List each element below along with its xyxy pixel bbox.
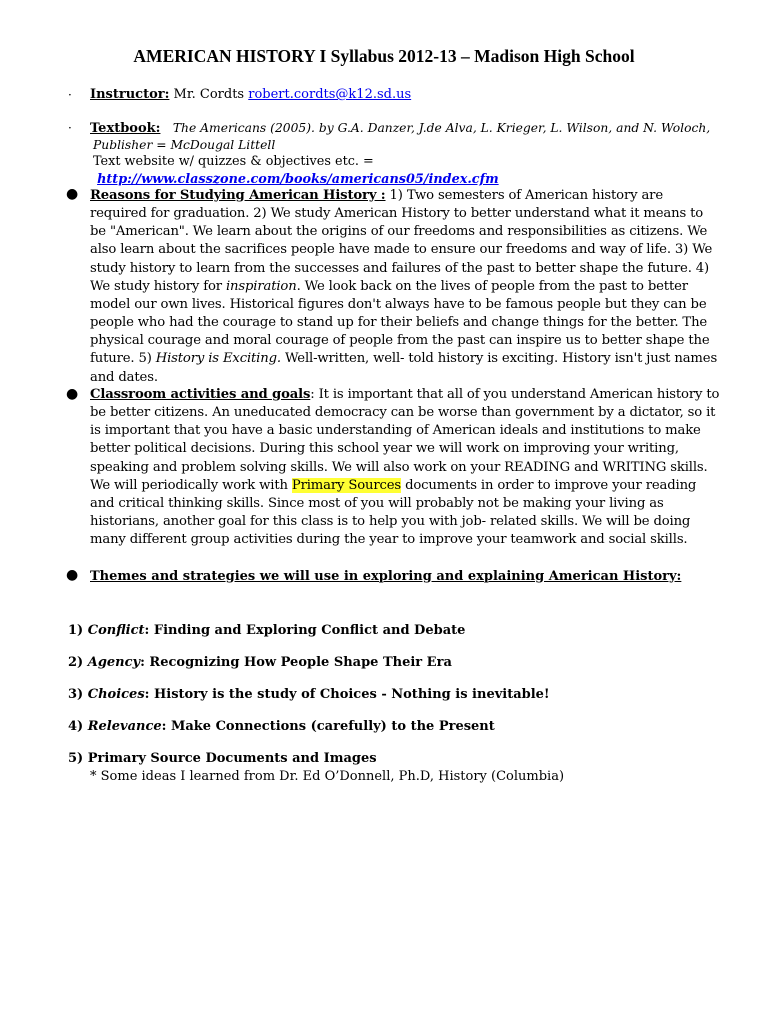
- bullet-marker: ●: [66, 186, 79, 202]
- theme-number: 5): [68, 751, 88, 766]
- activities-paragraph: [90, 386, 722, 549]
- textbook-publisher: Publisher = McDougal Littell: [93, 138, 276, 152]
- reasons-paragraph: [90, 187, 722, 387]
- theme-text: : Recognizing How People Shape Their Era: [140, 655, 452, 670]
- activities-text-1: : It is important that all of you understand American history to be better citizens. An uneducated democracy can be worse than government by a dictator, so it is important that you have a basic understanding of American ideals and institutions to make better political decisions. During this school year we will work on improving your writing, speaking and problem solving skills. We will also work on your READING and WRITING skills. We will periodically work with: [90, 387, 720, 493]
- theme-text: : Finding and Exploring Conflict and Debate: [144, 623, 466, 638]
- theme-name: Conflict: [87, 623, 145, 638]
- instructor-name: Mr. Cordts: [169, 87, 249, 102]
- theme-text: Primary Source Documents and Images: [87, 751, 377, 766]
- reasons-exciting: History is Exciting.: [155, 351, 281, 367]
- themes-heading: Themes and strategies we will use in exploring and explaining American History:: [90, 569, 682, 584]
- theme-name: Choices: [87, 687, 145, 702]
- theme-name: Relevance: [87, 719, 162, 734]
- activities-label: Classroom activities and goals: [90, 387, 311, 402]
- instructor-label: Instructor:: [90, 87, 170, 102]
- theme-item: [68, 623, 465, 638]
- textbook-website-label: Text website w/ quizzes & objectives etc. =: [93, 154, 374, 169]
- theme-item: [68, 655, 452, 670]
- credit-note: * Some ideas I learned from Dr. Ed O’Donnell, Ph.D, History (Columbia): [90, 769, 565, 784]
- textbook-website-line: [93, 153, 768, 189]
- reasons-label: Reasons for Studying American History :: [90, 188, 386, 203]
- bullet-marker: ·: [68, 121, 72, 135]
- theme-item: [68, 751, 377, 766]
- reasons-inspiration: inspiration: [225, 278, 297, 294]
- instructor-line: [90, 86, 411, 104]
- theme-text: : Make Connections (carefully) to the Present: [161, 719, 495, 734]
- theme-item: [68, 687, 550, 702]
- theme-number: 4): [68, 719, 88, 734]
- theme-number: 1): [68, 623, 88, 638]
- instructor-email-link[interactable]: robert.cordts@k12.sd.us: [248, 87, 412, 102]
- bullet-marker: ·: [68, 88, 72, 102]
- theme-name: Agency: [87, 655, 141, 670]
- theme-item: [68, 719, 495, 734]
- textbook-details: The Americans (2005). by G.A. Danzer, J.de Alva, L. Krieger, L. Wilson, and N. Woloch,: [172, 121, 711, 135]
- primary-sources-highlight: Primary Sources: [291, 477, 402, 493]
- reasons-text-2: . We look back on the lives of people from the past to better model our own lives. Historical figures don't always have to be famous people but they can be people who had the courage to stand up for their beliefs and change things for the better. The physical courage and moral courage of people from the past can inspire us to better shape the future. 5): [90, 278, 710, 367]
- reasons-text-1: 1) Two semesters of American history are required for graduation. 2) We study American History to better understand what it means to be "American". We learn about the origins of our freedoms and responsibilities as citizens. We also learn about the sacrifices people have made to ensure our freedoms and way of life. 3) We study history to learn from the successes and failures of the past to better shape the future. 4) We study history for: [90, 188, 713, 294]
- page-title: AMERICAN HISTORY I Syllabus 2012-13 – Madison High School: [133, 46, 635, 66]
- bullet-marker: ●: [66, 567, 79, 583]
- theme-number: 3): [68, 687, 88, 702]
- theme-text: : History is the study of Choices - Nothing is inevitable!: [144, 687, 550, 702]
- reasons-text-3: Well-written, well- told history is exciting. History isn't just names and dates.: [90, 351, 718, 385]
- textbook-label: Textbook:: [90, 121, 161, 136]
- bullet-marker: ●: [66, 386, 79, 402]
- activities-text-2: documents in order to improve your reading and critical thinking skills. Since most of you will probably not be making your living as historians, another goal for this class is to help you with job- related skills. We will be doing many different group activities during the year to improve your teamwork and social skills.: [90, 477, 697, 548]
- theme-number: 2): [68, 655, 88, 670]
- textbook-website-link[interactable]: http://www.classzone.com/books/americans05/index.cfm: [97, 172, 499, 187]
